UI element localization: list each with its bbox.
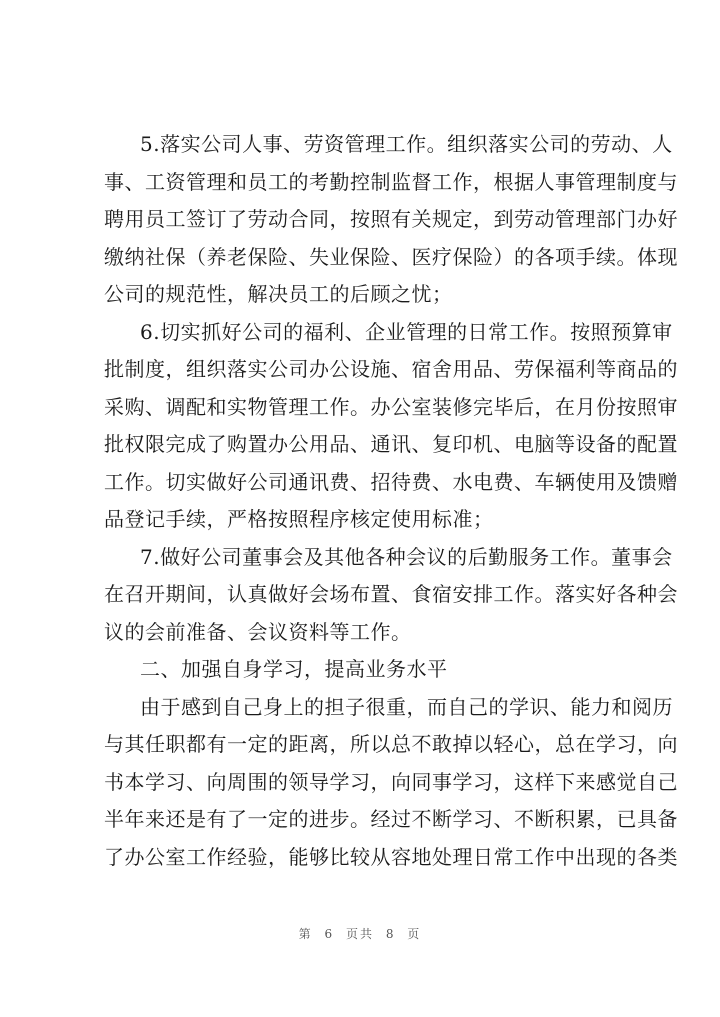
text-line: 品登记手续，严格按照程序核定使用标准；: [104, 507, 494, 531]
footer-middle: 页共: [345, 927, 374, 941]
text-line: 事、工资管理和员工的考勤控制监督工作，根据人事管理制度与: [104, 169, 678, 194]
text-line: 书本学习、向周围的领导学习，向同事学习，这样下来感觉自己: [104, 769, 678, 794]
text-line: 在召开期间，认真做好会场布置、食宿安排工作。落实好各种会: [104, 582, 678, 606]
text-line: 5.落实公司人事、劳资管理工作。组织落实公司的劳动、人: [140, 132, 673, 156]
current-page-number: 6: [324, 927, 335, 941]
text-line: 采购、调配和实物管理工作。办公室装修完毕后，在月份按照审: [104, 394, 678, 419]
text-line: 与其任职都有一定的距离，所以总不敢掉以轻心，总在学习，向: [104, 732, 678, 756]
text-line: 公司的规范性，解决员工的后顾之忧；: [104, 282, 453, 306]
text-line: 7.做好公司董事会及其他各种会议的后勤服务工作。董事会: [140, 544, 673, 569]
text-line: 批权限完成了购置办公用品、通讯、复印机、电脑等设备的配置: [104, 432, 678, 456]
text-line: 批制度，组织落实公司办公设施、宿舍用品、劳保福利等商品的: [104, 357, 678, 381]
footer-prefix: 第: [298, 927, 313, 941]
document-body: [104, 126, 678, 876]
text-line: 工作。切实做好公司通讯费、招待费、水电费、车辆使用及馈赠: [104, 469, 678, 494]
section-heading: 二、加强自身学习，提高业务水平: [140, 657, 448, 681]
text-line: 缴纳社保（养老保险、失业保险、医疗保险）的各项手续。体现: [104, 244, 678, 269]
text-line: 6.切实抓好公司的福利、企业管理的日常工作。按照预算审: [140, 319, 673, 344]
text-line: 聘用员工签订了劳动合同，按照有关规定，到劳动管理部门办好: [104, 207, 678, 231]
text-line: 议的会前准备、会议资料等工作。: [104, 619, 412, 644]
text-line: 半年来还是有了一定的进步。经过不断学习、不断积累，已具备: [104, 807, 678, 831]
page-footer: [0, 925, 720, 942]
text-line: 了办公室工作经验，能够比较从容地处理日常工作中出现的各类: [104, 844, 678, 869]
text-line: 由于感到自己身上的担子很重，而自己的学识、能力和阅历: [140, 694, 673, 719]
footer-suffix: 页: [407, 927, 422, 941]
total-pages-number: 8: [385, 927, 396, 941]
